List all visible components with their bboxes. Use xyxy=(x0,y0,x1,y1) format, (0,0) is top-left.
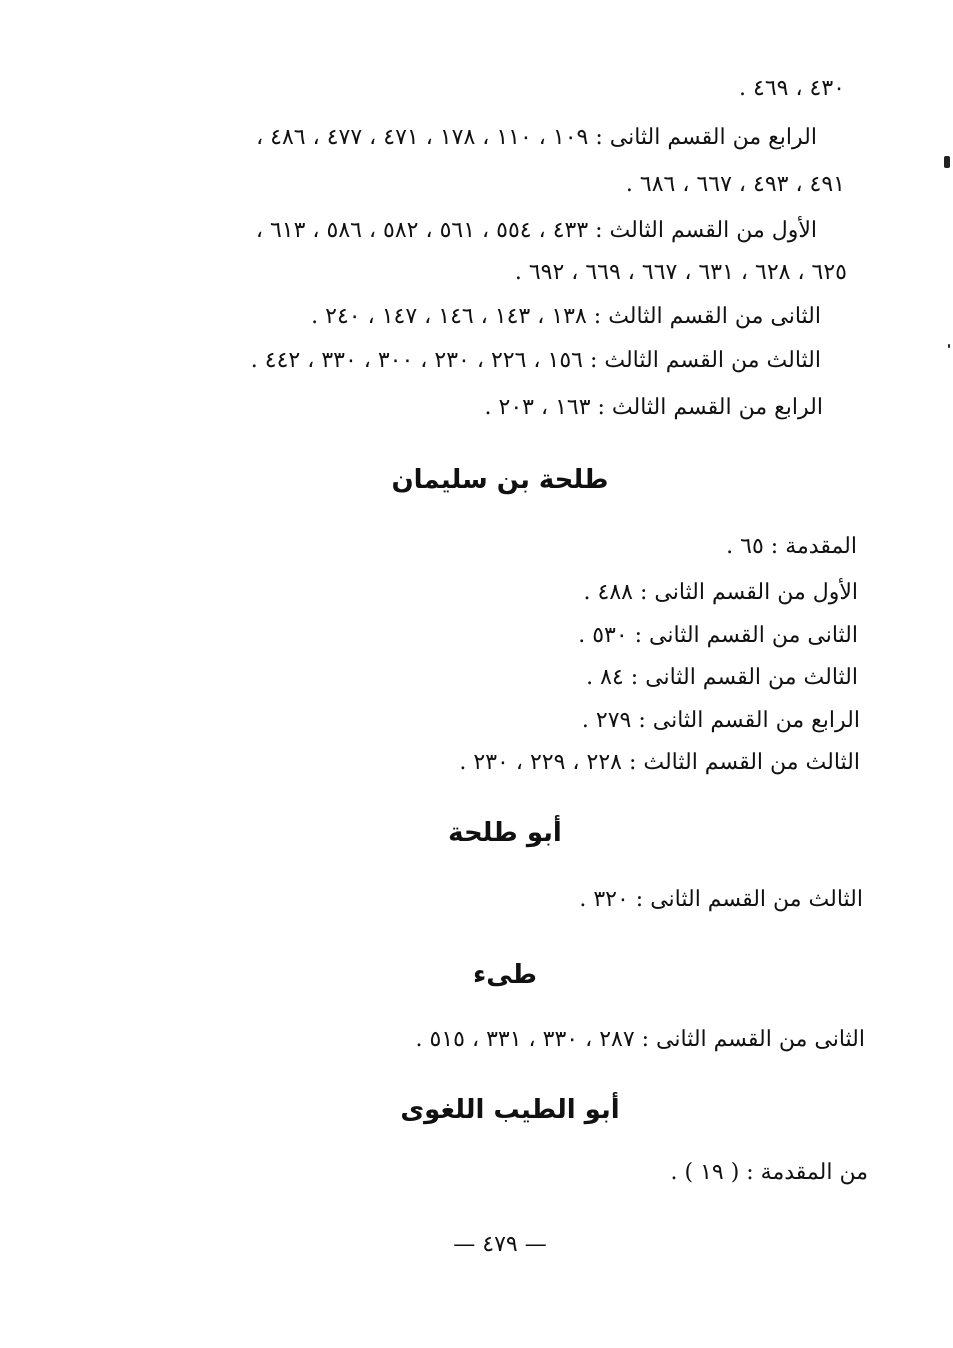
entry-heading: أبو الطيب اللغوى xyxy=(400,1095,620,1125)
page-number: — ٤٧٩ — xyxy=(453,1232,547,1257)
index-line: من المقدمة : ( ١٩ ) . xyxy=(670,1160,868,1185)
index-line: الأول من القسم الثانى : ٤٨٨ . xyxy=(583,580,858,605)
entry-heading: أبو طلحة xyxy=(448,818,562,848)
index-line: الثانى من القسم الثانى : ٢٨٧ ، ٣٣٠ ، ٣٣١ ، ٥١٥ . xyxy=(415,1027,865,1052)
index-line: الرابع من القسم الثالث : ١٦٣ ، ٢٠٣ . xyxy=(484,395,823,420)
index-line: الثالث من القسم الثانى : ٨٤ . xyxy=(586,665,858,690)
index-line: الأول من القسم الثالث : ٤٣٣ ، ٥٥٤ ، ٥٦١ ، ٥٨٢ ، ٥٨٦ ، ٦١٣ ، xyxy=(255,218,817,243)
index-line: الثالث من القسم الثالث : ١٥٦ ، ٢٢٦ ، ٢٣٠ ، ٣٠٠ ، ٣٣٠ ، ٤٤٢ . xyxy=(250,348,821,373)
index-line: الرابع من القسم الثانى : ١٠٩ ، ١١٠ ، ١٧٨ ، ٤٧١ ، ٤٧٧ ، ٤٨٦ ، xyxy=(256,125,817,150)
index-line: المقدمة : ٦٥ . xyxy=(726,534,857,559)
index-line: ٤٩١ ، ٤٩٣ ، ٦٦٧ ، ٦٨٦ . xyxy=(625,172,845,197)
index-line: الثانى من القسم الثالث : ١٣٨ ، ١٤٣ ، ١٤٦ ، ١٤٧ ، ٢٤٠ . xyxy=(311,304,821,329)
entry-heading: طلحة بن سليمان xyxy=(391,465,609,495)
scan-speck xyxy=(944,156,950,168)
index-line: الثالث من القسم الثالث : ٢٢٨ ، ٢٢٩ ، ٢٣٠ . xyxy=(459,750,860,775)
index-line: الرابع من القسم الثانى : ٢٧٩ . xyxy=(581,708,860,733)
index-line: الثالث من القسم الثانى : ٣٢٠ . xyxy=(579,887,863,912)
index-line: ٦٢٥ ، ٦٢٨ ، ٦٣١ ، ٦٦٧ ، ٦٦٩ ، ٦٩٢ . xyxy=(514,260,847,285)
scan-speck xyxy=(948,344,950,348)
index-line: الثانى من القسم الثانى : ٥٣٠ . xyxy=(578,623,858,648)
index-line: ٤٣٠ ، ٤٦٩ . xyxy=(739,76,845,101)
entry-heading: طىء xyxy=(472,960,538,990)
